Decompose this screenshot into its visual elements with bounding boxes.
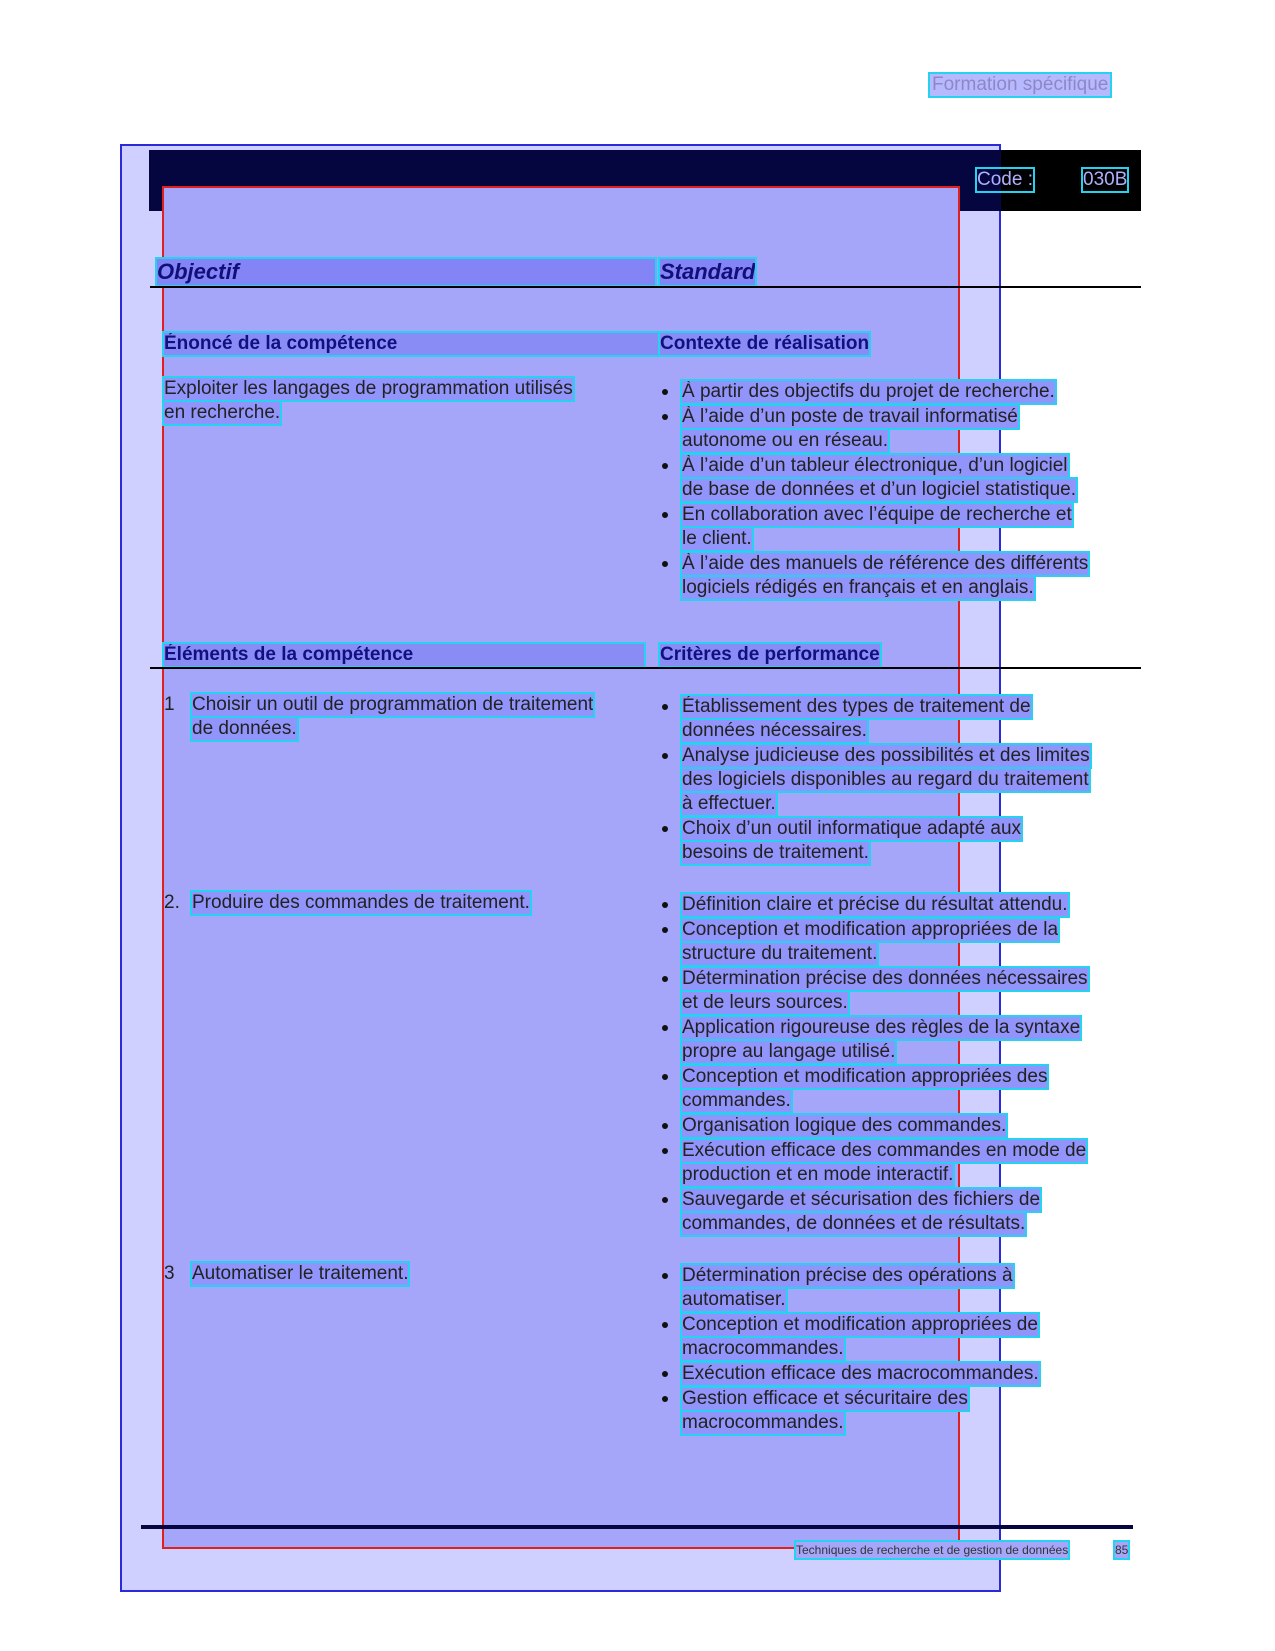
bullet-icon	[662, 1322, 668, 1328]
bullet-icon	[662, 902, 668, 908]
criterion-line: logiciels rédigés en français et en anglais.	[682, 577, 1034, 598]
criterion-line: besoins de traitement.	[682, 842, 869, 863]
element-line: Produire des commandes de traitement.	[192, 892, 530, 913]
elements-heading: Éléments de la compétence	[164, 644, 644, 666]
criterion-line: Sauvegarde et sécurisation des fichiers de	[682, 1189, 1041, 1210]
bullet-icon	[662, 389, 668, 395]
element-line: Automatiser le traitement.	[192, 1263, 409, 1284]
criterion-line: le client.	[682, 528, 752, 549]
criterion-line: données nécessaires.	[682, 720, 867, 741]
criterion-line: Exécution efficace des commandes en mode de	[682, 1140, 1087, 1161]
criterion-line: À partir des objectifs du projet de recherche.	[682, 381, 1055, 402]
criteria-heading: Critères de performance	[660, 644, 880, 665]
criterion-line: macrocommandes.	[682, 1338, 844, 1359]
criterion-line: propre au langage utilisé.	[682, 1041, 896, 1062]
bullet-icon	[662, 1123, 668, 1129]
criterion-line: Détermination précise des données nécessaires	[682, 968, 1088, 989]
criterion-line: À l’aide d’un poste de travail informatisé	[682, 406, 1018, 427]
criterion-line: autonome ou en réseau.	[682, 430, 888, 451]
criterion-line: de base de données et d’un logiciel statistique.	[682, 479, 1076, 500]
bullet-icon	[662, 1371, 668, 1377]
element-number: 1	[164, 694, 175, 715]
criterion-line: structure du traitement.	[682, 943, 878, 964]
criterion-line: Organisation logique des commandes.	[682, 1115, 1007, 1136]
criterion-line: macrocommandes.	[682, 1412, 844, 1433]
bullet-icon	[662, 976, 668, 982]
bullet-icon	[662, 704, 668, 710]
element-number: 3	[164, 1263, 175, 1284]
criterion-line: commandes, de données et de résultats.	[682, 1213, 1026, 1234]
criterion-line: Conception et modification appropriées de la	[682, 919, 1059, 940]
criterion-line: à effectuer.	[682, 793, 776, 814]
element-number: 2.	[164, 892, 180, 913]
bullet-icon	[662, 512, 668, 518]
criterion-line: Définition claire et précise du résultat attendu.	[682, 894, 1068, 915]
criterion-line: Établissement des types de traitement de	[682, 696, 1031, 717]
criterion-line: Conception et modification appropriées de	[682, 1314, 1038, 1335]
bullet-icon	[662, 1025, 668, 1031]
page-number: 85	[1115, 1543, 1129, 1557]
statement-heading: Énoncé de la compétence	[164, 333, 660, 355]
criterion-line: À l’aide d’un tableur électronique, d’un logiciel	[682, 455, 1068, 476]
element-line: Choisir un outil de programmation de traitement	[192, 694, 594, 715]
context-heading: Contexte de réalisation	[660, 333, 870, 354]
criterion-line: Choix d’un outil informatique adapté aux	[682, 818, 1022, 839]
criterion-line: commandes.	[682, 1090, 791, 1111]
criterion-line: Analyse judicieuse des possibilités et des limites	[682, 745, 1090, 766]
criterion-line: Exécution efficace des macrocommandes.	[682, 1363, 1039, 1384]
criterion-line: production et en mode interactif.	[682, 1164, 954, 1185]
elements-rule	[150, 667, 1141, 669]
bullet-icon	[662, 1273, 668, 1279]
bullet-icon	[662, 753, 668, 759]
criterion-line: automatiser.	[682, 1289, 786, 1310]
code-value: 030B	[1083, 169, 1128, 190]
heading-rule	[150, 286, 1141, 288]
bullet-icon	[662, 927, 668, 933]
criterion-line: et de leurs sources.	[682, 992, 848, 1013]
footer-rule	[141, 1525, 1133, 1529]
bullet-icon	[662, 463, 668, 469]
criterion-line: Détermination précise des opérations à	[682, 1265, 1013, 1286]
bullet-icon	[662, 1074, 668, 1080]
code-label: Code :	[977, 169, 1033, 190]
criterion-line: À l’aide des manuels de référence des différents	[682, 553, 1089, 574]
criterion-line: Application rigoureuse des règles de la syntaxe	[682, 1017, 1081, 1038]
column-heading-standard: Standard	[660, 259, 756, 284]
column-heading-objectif: Objectif	[157, 259, 655, 285]
section-label: Formation spécifique	[932, 74, 1109, 95]
element-line: de données.	[192, 718, 297, 739]
bullet-icon	[662, 414, 668, 420]
footer-title: Techniques de recherche et de gestion de données	[796, 1543, 1069, 1557]
statement-line: Exploiter les langages de programmation utilisés	[164, 378, 573, 399]
bullet-icon	[662, 1197, 668, 1203]
bullet-icon	[662, 826, 668, 832]
criterion-line: En collaboration avec l’équipe de recherche et	[682, 504, 1072, 525]
criterion-line: Conception et modification appropriées des	[682, 1066, 1048, 1087]
statement-line: en recherche.	[164, 402, 281, 423]
bullet-icon	[662, 561, 668, 567]
bullet-icon	[662, 1148, 668, 1154]
bullet-icon	[662, 1396, 668, 1402]
criterion-line: des logiciels disponibles au regard du traitement	[682, 769, 1089, 790]
criterion-line: Gestion efficace et sécuritaire des	[682, 1388, 968, 1409]
